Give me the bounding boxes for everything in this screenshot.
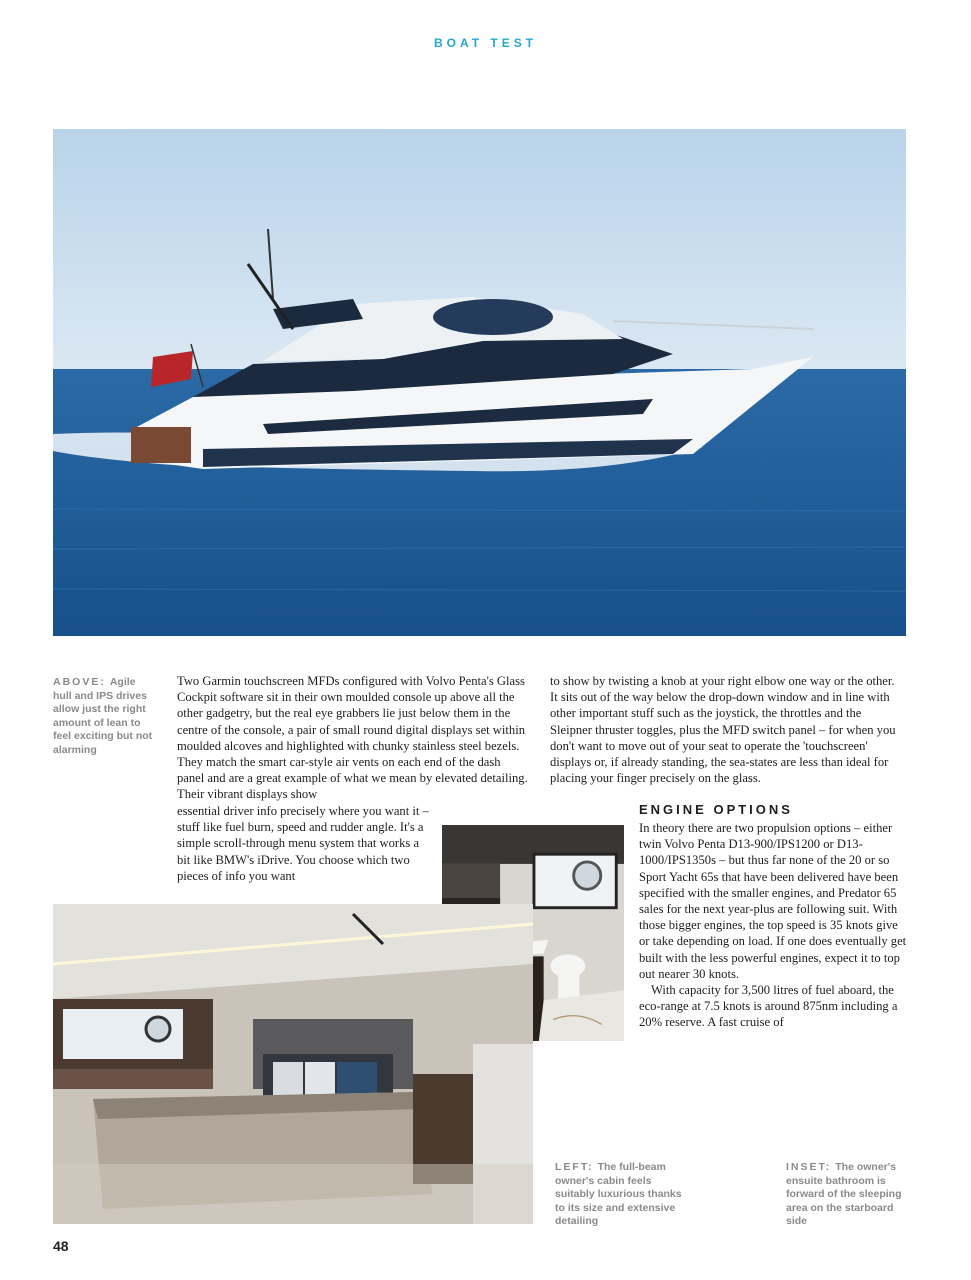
- body-column-1-narrow: [177, 803, 432, 884]
- caption-inset: [786, 1161, 916, 1229]
- body-column-3: [639, 820, 907, 1031]
- caption-inset-lead: INSET:: [786, 1161, 832, 1173]
- body-column-2: [550, 673, 905, 786]
- body-col1-bottom: essential driver info precisely where you want it – stuff like fuel burn, speed and rudder angle. It's a simple scroll-through menu system that works a bit like BMW's iDrive. You choose which two pieces of info you want: [177, 804, 429, 883]
- body-column-1: [177, 673, 529, 803]
- caption-inset-text: The owner's ensuite bathroom is forward of the sleeping area on the starboard side: [786, 1161, 902, 1227]
- caption-left-lead: LEFT:: [555, 1161, 594, 1173]
- hero-yacht-photo: [53, 129, 906, 636]
- body-col3-p1: In theory there are two propulsion options – either twin Volvo Penta D13-900/IPS1200 or D13-1000/IPS1350s – but thus far none of the 20 or so Sport Yacht 65s that have been delivered have been specified with the smaller engines, and Predator 65 sales for the next year-plus are following suit. With those bigger engines, the top speed is 35 knots give or take depending on load. If one does eventually get built with the less powerful engines, expect it to top out nearer 30 knots.: [639, 821, 907, 981]
- body-col1-top: Two Garmin touchscreen MFDs configured with Volvo Penta's Glass Cockpit software sit in their own moulded console up above all the other gadgetry, but the real eye grabbers lie just below them in the centre of the console, a pair of small round digital displays set within moulded alcoves and highlighted with chunky stainless steel bezels. They match the smart car-style air vents on each end of the dash panel and are a great example of what we mean by elevated detailing. Their vibrant displays show: [177, 674, 528, 802]
- caption-above-text: Agile hull and IPS drives allow just the right amount of lean to feel exciting but not alarming: [53, 676, 153, 756]
- caption-left-text: The full-beam owner's cabin feels suitably luxurious thanks to its size and extensive detailing: [555, 1161, 682, 1227]
- body-col2: to show by twisting a knob at your right elbow one way or the other. It sits out of the way below the drop-down window and in line with other important stuff such as the joystick, the throttles and the Sleipner thruster toggles, plus the MFD switch panel – for when you don't want to move out of your seat to operate the 'touchscreen' displays or, if already standing, the sea-states are less than ideal for placing your finger precisely on the glass.: [550, 674, 896, 786]
- engine-options-heading: ENGINE OPTIONS: [639, 802, 793, 817]
- owners-cabin-photo: [53, 904, 533, 1224]
- caption-left: [555, 1161, 685, 1229]
- caption-above: [53, 676, 153, 757]
- section-header: BOAT TEST: [433, 36, 538, 50]
- page-number: 48: [53, 1238, 69, 1254]
- body-col3-p2: With capacity for 3,500 litres of fuel aboard, the eco-range at 7.5 knots is around 875nm including a 20% reserve. A fast cruise of: [639, 983, 898, 1030]
- caption-above-lead: ABOVE:: [53, 676, 106, 688]
